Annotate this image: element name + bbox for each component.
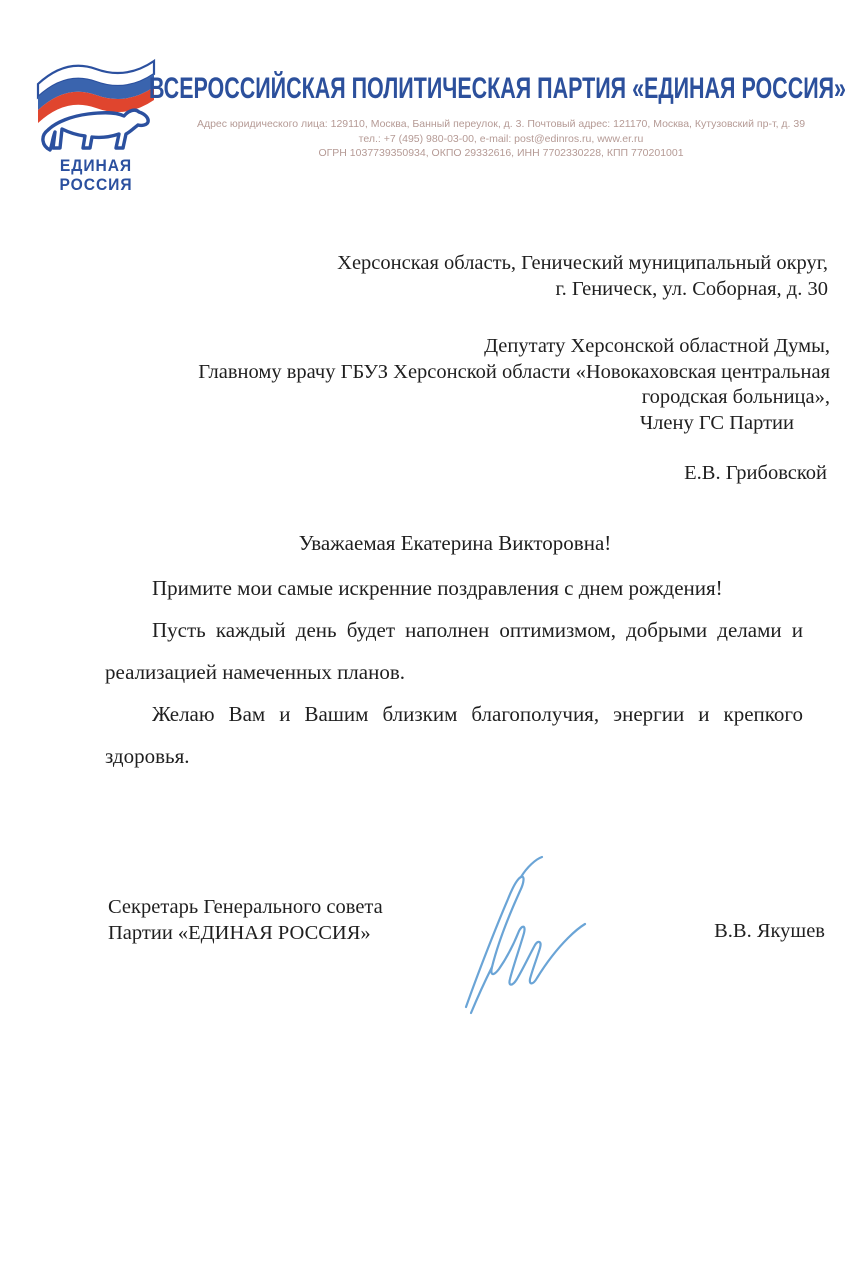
recipient-location — [120, 250, 828, 302]
handwritten-signature-icon — [438, 855, 588, 1017]
recipient-name: Е.В. Грибовской — [684, 462, 827, 484]
signer-title-line: Секретарь Генерального совета — [108, 896, 383, 918]
org-phone-email-line: тел.: +7 (495) 980-03-00, e-mail: post@edinros.ru, www.er.ru — [358, 132, 644, 145]
party-logo — [26, 50, 166, 200]
org-address-line: Адрес юридического лица: 129110, Москва, Банный переулок, д. 3. Почтовый адрес: 121170, Москва, Кутузовский пр-т, д. 39 — [196, 118, 806, 130]
recipient-position-line: Депутату Херсонской областной Думы, — [484, 335, 830, 357]
org-contact-block — [155, 117, 847, 161]
recipient-position-line: Члену ГС Партии — [639, 411, 794, 434]
recipient-position-line: Главному врачу ГБУЗ Херсонской области «Новокаховская центральная — [198, 360, 830, 383]
signer-title — [108, 894, 383, 946]
recipient-location-line: Херсонская область, Генический муниципальный округ, — [337, 252, 828, 274]
logo-wordmark-line1: ЕДИНАЯ — [59, 156, 133, 175]
body-paragraph: Пусть каждый день будет наполнен оптимизмом, добрыми делами и реализацией намеченных планов. — [105, 618, 803, 684]
recipient-position-line: городская больница», — [641, 386, 830, 408]
org-registration-line: ОГРН 1037739350934, ОКПО 29332616, ИНН 7702330228, КПП 770201001 — [318, 147, 684, 159]
body-paragraph: Примите мои самые искренние поздравления с днем рождения! — [152, 576, 723, 600]
recipient-location-line: г. Геническ, ул. Соборная, д. 30 — [555, 278, 828, 300]
salutation: Уважаемая Екатерина Викторовна! — [298, 531, 612, 555]
bear-flag-icon — [28, 50, 164, 156]
signer-title-line: Партии «ЕДИНАЯ РОССИЯ» — [108, 922, 371, 944]
body-paragraph: Желаю Вам и Вашим близким благополучия, энергии и крепкого здоровья. — [105, 702, 803, 768]
logo-wordmark-line2: РОССИЯ — [59, 175, 133, 194]
page-title: ВСЕРОССИЙСКАЯ ПОЛИТИЧЕСКАЯ ПАРТИЯ «ЕДИНАЯ РОССИЯ» — [149, 72, 846, 105]
signer-name: В.В. Якушев — [714, 920, 825, 942]
letter-body — [105, 567, 803, 777]
recipient-position — [120, 334, 830, 436]
